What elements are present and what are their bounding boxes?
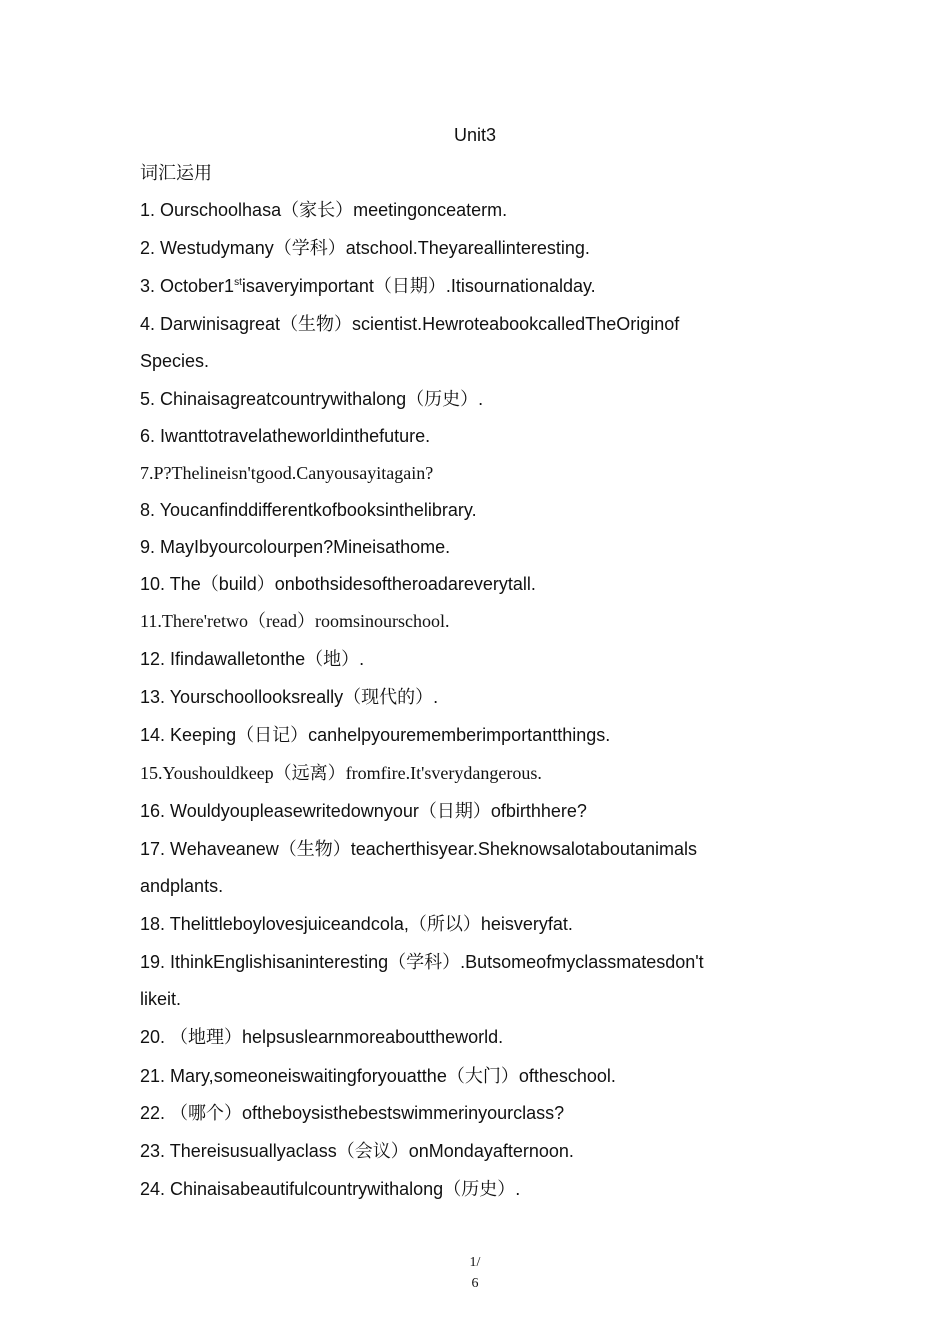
exercise-line-3 (140, 275, 780, 297)
exercise-line-10: 10. The（build）onbothsidesoftheroadareverytall. (140, 574, 536, 594)
exercise-line-5: 5. Chinaisagreatcountrywithalong（历史）. (140, 389, 484, 409)
exercise-line-24: 24. Chinaisabeautifulcountrywithalong（历史）. (140, 1179, 521, 1199)
exercise-line-11: 11.There'retwo（read）roomsinourschool. (140, 611, 450, 631)
exercise-line-23: 23. Thereisusuallyaclass（会议）onMondayafternoon. (140, 1141, 574, 1161)
exercise-line-3-start: 3. October1 (140, 276, 235, 296)
exercise-line-4: 4. Darwinisagreat（生物）scientist.HewroteabookcalledTheOriginof (140, 314, 680, 334)
exercise-line-1: 1. Ourschoolhasa（家长）meetingonceaterm. (140, 200, 508, 220)
exercise-line-19: 19. IthinkEnglishisaninteresting（学科）.Butsomeofmyclassmatesdon't (140, 952, 704, 972)
exercise-line-8: 8. Youcanfinddifferentkofbooksinthelibrary. (140, 500, 477, 520)
exercise-line-17: 17. Wehaveanew（生物）teacherthisyear.Sheknowsalotaboutanimals (140, 839, 697, 859)
exercise-line-21: 21. Mary,someoneiswaitingforyouatthe（大门）oftheschool. (140, 1066, 616, 1086)
unit-title: Unit3 (453, 125, 497, 145)
page-number-top: 1/ (469, 1255, 481, 1270)
exercise-line-15: 15.Youshouldkeep（远离）fromfire.It'sverydangerous. (140, 763, 542, 783)
exercise-line-3-end: isaveryimportant（日期）.Itisournationalday. (241, 276, 596, 296)
section-heading: 词汇运用 (140, 163, 212, 183)
exercise-line-13: 13. Yourschoollooksreally（现代的）. (140, 687, 439, 707)
page-number-bottom: 6 (471, 1276, 479, 1291)
exercise-line-12: 12. Ifindawalletonthe（地）. (140, 649, 365, 669)
exercise-line-19-continued: likeit. (140, 989, 182, 1009)
exercise-line-22: 22. （哪个）oftheboysisthebestswimmerinyourclass? (140, 1103, 565, 1123)
exercise-line-20: 20. （地理）helpsuslearnmoreabouttheworld. (140, 1027, 504, 1047)
exercise-line-6: 6. Iwanttotravelatheworldinthefuture. (140, 426, 431, 446)
ordinal-superscript: st (234, 277, 242, 288)
exercise-line-14: 14. Keeping（日记）canhelpyourememberimportantthings. (140, 725, 611, 745)
exercise-line-9: 9. MayIbyourcolourpen?Mineisathome. (140, 537, 451, 557)
exercise-line-7: 7.P?Thelineisn'tgood.Canyousayitagain? (140, 463, 434, 483)
exercise-line-2: 2. Westudymany（学科）atschool.Theyareallinteresting. (140, 238, 590, 258)
exercise-line-4-continued: Species. (140, 351, 210, 371)
exercise-line-18: 18. Thelittleboylovesjuiceandcola,（所以）heisveryfat. (140, 914, 573, 934)
exercise-line-16: 16. Wouldyoupleasewritedownyour（日期）ofbirthhere? (140, 801, 587, 821)
exercise-line-17-continued: andplants. (140, 876, 224, 896)
